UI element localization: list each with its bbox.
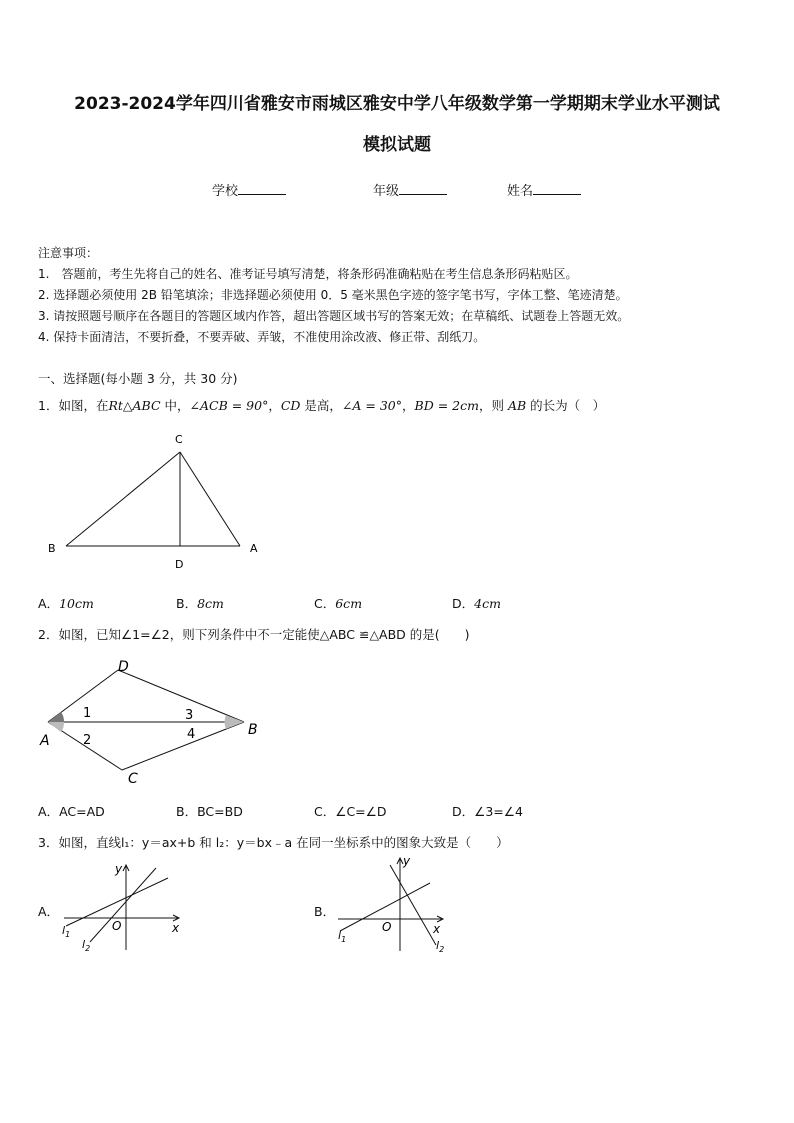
- q2-option-c[interactable]: [314, 802, 386, 820]
- q1-math: ∠A = 30°: [341, 398, 402, 413]
- option-label: B．: [176, 804, 198, 819]
- option-label: C．: [314, 596, 336, 611]
- option-value: BC=BD: [197, 804, 243, 819]
- q2-option-b[interactable]: [176, 802, 243, 820]
- q1-option-b[interactable]: [176, 594, 224, 612]
- x-axis-label: x: [433, 922, 441, 936]
- question-1-stem: [38, 396, 605, 414]
- line-l1-label: [62, 924, 70, 939]
- q1-math: ∠ACB = 90°: [189, 398, 269, 413]
- vertex-label-c: C: [175, 433, 183, 446]
- vertex-label-b: B: [248, 722, 258, 738]
- vertex-label-a: A: [250, 542, 258, 555]
- q3-graph-b[interactable]: [334, 855, 454, 955]
- angle-label-3: 3: [185, 708, 194, 723]
- option-value: 4cm: [474, 596, 501, 611]
- school-label: 学校: [212, 184, 239, 199]
- line-subscript: 2: [439, 945, 445, 954]
- q1-text: ，: [268, 398, 281, 413]
- line-l2: [90, 868, 156, 942]
- segment-cb: [122, 722, 244, 770]
- school-blank: [238, 182, 286, 195]
- line-letter: l: [436, 939, 440, 952]
- option-value: 8cm: [197, 596, 224, 611]
- line-subscript: 2: [85, 944, 91, 953]
- note-item: 2. 选择题必须使用 2B 铅笔填涂；非选择题必须使用 0．5 毫米黑色字迹的签字笔书写，字体工整、笔迹清楚。: [38, 288, 628, 302]
- line-subscript: 1: [341, 935, 347, 944]
- option-value: ∠3=∠4: [474, 804, 523, 819]
- note-item: 4. 保持卡面清洁，不要折叠，不要弄破、弄皱，不准使用涂改液、修正带、刮纸刀。: [38, 330, 486, 344]
- name-blank: [533, 182, 581, 195]
- q1-option-c[interactable]: [314, 594, 362, 612]
- q1-text: 是高，: [300, 398, 342, 413]
- question-3-stem: 3．如图，直线l₁：y＝ax+b 和 l₂：y＝bx﹣a 在同一坐标系中的图象大致是（ ）: [38, 835, 509, 850]
- q1-text: 中，: [160, 398, 190, 413]
- q1-text: 的长为（ ）: [526, 398, 606, 413]
- option-value: 6cm: [335, 596, 363, 611]
- q2-quadrilateral-figure: [36, 652, 276, 787]
- q1-text: ，则: [478, 398, 508, 413]
- line-letter: l: [338, 929, 342, 942]
- option-label: C．: [314, 804, 336, 819]
- q1-math: AB: [507, 398, 527, 413]
- option-value: ∠C=∠D: [335, 804, 387, 819]
- grade-blank: [399, 182, 447, 195]
- vertex-label-d: D: [118, 659, 129, 675]
- grade-label: 年级: [373, 184, 400, 199]
- name-field: [507, 180, 581, 199]
- line-letter: l: [82, 938, 86, 951]
- vertex-label-b: B: [48, 542, 56, 555]
- school-field: [212, 180, 286, 199]
- vertex-label-c: C: [128, 771, 138, 787]
- option-label: A．: [38, 596, 60, 611]
- q3-option-b-label[interactable]: B．: [314, 904, 336, 919]
- y-axis-label: y: [115, 862, 123, 876]
- q2-option-d[interactable]: [452, 802, 523, 820]
- line-l2: [390, 865, 436, 945]
- q2-option-a[interactable]: [38, 802, 105, 820]
- question-2-stem: 2．如图，已知∠1=∠2，则下列条件中不一定能使△ABC ≌△ABD 的是( ): [38, 627, 470, 642]
- note-item: 1. 答题前，考生先将自己的姓名、准考证号填写清楚，将条形码准确粘贴在考生信息条形码粘贴区。: [38, 267, 578, 281]
- angle-2-mark: [48, 722, 64, 732]
- angle-label-1: 1: [83, 706, 92, 721]
- y-axis-label: y: [403, 855, 411, 868]
- segment-bc: [66, 452, 180, 546]
- q1-math: CD: [280, 398, 301, 413]
- segment-db: [118, 670, 244, 722]
- exam-title-line2: 模拟试题: [363, 135, 431, 155]
- q1-math: BD = 2cm: [414, 398, 479, 413]
- note-item: 3. 请按照题号顺序在各题目的答题区域内作答，超出答题区域书写的答案无效；在草稿纸、试题卷上答题无效。: [38, 309, 630, 323]
- line-l2-label: [82, 938, 90, 953]
- option-label: B．: [176, 596, 198, 611]
- q3-graph-a[interactable]: [60, 858, 185, 953]
- q1-triangle-figure: [40, 428, 280, 578]
- option-value: AC=AD: [59, 804, 105, 819]
- q1-text: ，: [402, 398, 415, 413]
- q3-option-a-label[interactable]: A．: [38, 904, 60, 919]
- q1-option-d[interactable]: [452, 594, 501, 612]
- x-axis-label: x: [172, 921, 180, 935]
- line-l1-label: [338, 929, 346, 944]
- option-label: A．: [38, 804, 60, 819]
- angle-label-2: 2: [83, 733, 92, 748]
- name-label: 姓名: [507, 184, 534, 199]
- angle-label-4: 4: [187, 727, 196, 742]
- option-label: D．: [452, 804, 475, 819]
- origin-label: O: [112, 919, 122, 933]
- line-l2-label: [436, 939, 444, 954]
- exam-title-line1: 2023-2024学年四川省雅安市雨城区雅安中学八年级数学第一学期期末学业水平测试: [74, 94, 720, 114]
- notes-heading: 注意事项：: [38, 246, 99, 260]
- grade-field: [373, 180, 447, 199]
- vertex-label-a: A: [40, 733, 50, 749]
- line-subscript: 1: [65, 930, 71, 939]
- vertex-label-d: D: [175, 558, 184, 571]
- section-heading: 一、选择题(每小题 3 分，共 30 分): [38, 371, 238, 386]
- q1-math: Rt△ABC: [108, 398, 161, 413]
- q1-text: 1．如图，在: [38, 398, 109, 413]
- segment-ca: [180, 452, 240, 546]
- line-letter: l: [62, 924, 66, 937]
- origin-label: O: [382, 920, 392, 934]
- angle-1-mark: [48, 712, 64, 722]
- option-label: D．: [452, 596, 475, 611]
- angle-3-4-mark: [225, 715, 244, 729]
- option-value: 10cm: [59, 596, 94, 611]
- q1-option-a[interactable]: [38, 594, 94, 612]
